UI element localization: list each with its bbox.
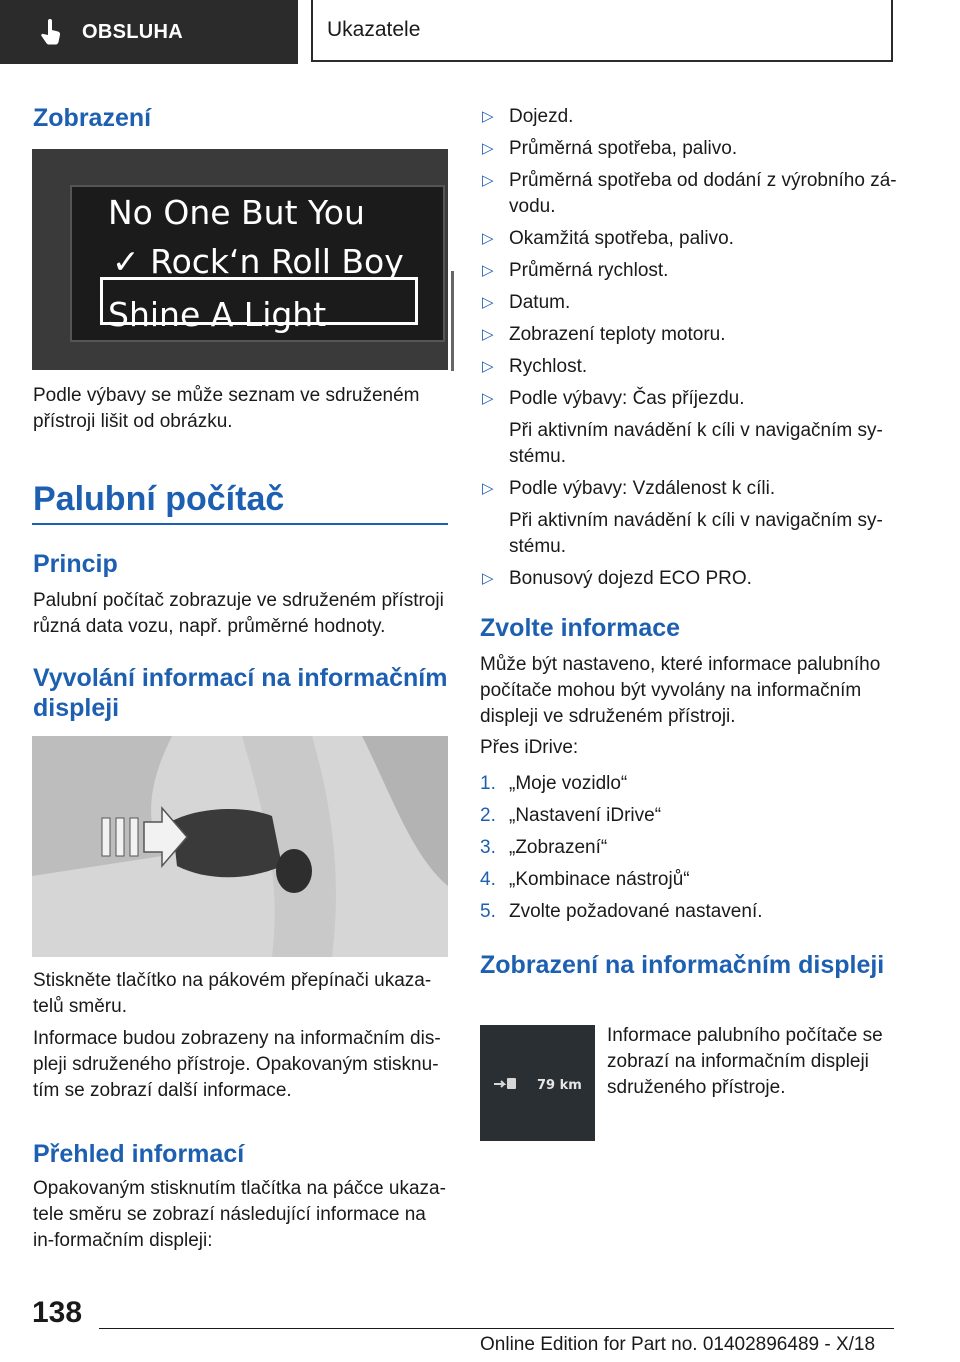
heading-prehled: Přehled informací [33,1140,245,1168]
bullet-triangle-icon: ▷ [482,140,494,157]
bullet-item [480,168,929,220]
hand-pointer-icon [40,19,62,45]
bullet-text: Okamžitá spotřeba, palivo. [509,228,734,249]
footer-rule [99,1328,894,1329]
paragraph-zobrazeni-displej: Informace palubního počítače se zobrazí na informačním displeji sdruženého přístroje. [607,1025,883,1098]
bullet-text: Datum. [509,292,571,313]
bullet-triangle-icon: ▷ [482,480,494,497]
step-number: 2. [480,805,496,826]
turn-signal-stalk-illustration [32,736,448,957]
bullet-item [480,476,929,560]
heading-rule [32,523,448,525]
bullet-item [480,290,929,316]
bullet-item [480,226,929,252]
range-display-illustration [480,1025,595,1141]
chapter-tab-label: Ukazatele [327,18,421,41]
scrollbar-track [451,271,454,371]
heading-princip: Princip [33,550,118,578]
bullet-item [480,258,929,284]
step-item [480,835,900,867]
step-item [480,803,900,835]
section-tab [0,0,298,64]
bullet-triangle-icon: ▷ [482,294,494,311]
bullet-text: Podle výbavy: Čas příjezdu. [509,388,745,409]
bullet-item [480,566,929,592]
scrollbar-thumb [450,234,456,270]
step-text: „Nastavení iDrive“ [509,805,662,826]
fuel-pump-icon [507,1078,516,1089]
bullet-triangle-icon: ▷ [482,108,494,125]
bullet-item [480,136,929,162]
list-item-selected-label: Rock‘n Roll Boy [150,242,404,281]
bullet-text: Průměrná spotřeba, palivo. [509,138,738,159]
paragraph-princip: Palubní počítač zobrazuje ve sdruženém přístroji různá data vozu, např. průměrné hodnoty. [33,590,444,637]
steps-list [480,771,900,931]
list-item: Shine A Light [108,295,327,334]
step-number: 1. [480,773,496,794]
bullet-triangle-icon: ▷ [482,390,494,407]
bullet-text: Bonusový dojezd ECO PRO. [509,568,752,589]
step-text: „Kombinace nástrojů“ [509,869,690,890]
step-item [480,771,900,803]
paragraph-stisknete: Stiskněte tlačítko na pákovém přepínači ukaza-telů směru. [33,970,432,1017]
range-value: 79 km [537,1078,582,1093]
song-list-illustration [32,149,448,370]
stalk-drawing [32,736,448,957]
bullet-item [480,354,929,380]
paragraph-informace: Informace budou zobrazeny na informačním dis-pleji sdruženého přístroje. Opakovaným stisknu-tím se zobrazí další informace. [33,1028,441,1101]
bullet-text: Podle výbavy: Vzdálenost k cíli. [509,478,776,499]
instrument-display [70,185,445,342]
paragraph-vybava: Podle výbavy se může seznam ve sdruženém přístroji lišit od obrázku. [33,385,420,432]
bullet-triangle-icon: ▷ [482,230,494,247]
paragraph-pres-idrive: Přes iDrive: [480,737,579,758]
bullet-text: Průměrná rychlost. [509,260,669,281]
bullet-text: Průměrná spotřeba od dodání z výrobního zá-vodu. [509,170,897,217]
bullet-text: Rychlost. [509,356,588,377]
heading-vyvolani: Vyvolání informací na informačním displeji [33,664,448,722]
step-number: 4. [480,869,496,890]
step-text: „Zobrazení“ [509,837,608,858]
bullet-subtext: Při aktivním navádění k cíli v navigačním sy-stému. [509,510,883,557]
section-tab-label: OBSLUHA [82,20,183,43]
heading-zobrazeni: Zobrazení [33,104,152,132]
heading-zobrazeni-displej: Zobrazení na informačním displeji [480,951,885,979]
bullet-subtext: Při aktivním navádění k cíli v navigačním sy-stému. [509,420,883,467]
list-item: No One But You [108,193,365,232]
bullet-triangle-icon: ▷ [482,262,494,279]
chapter-tab [311,0,893,62]
range-display-drawing [480,1025,595,1141]
heading-palubni-pocitac: Palubní počítač [33,480,285,518]
step-item [480,899,900,931]
bullet-text: Zobrazení teploty motoru. [509,324,726,345]
bullet-item [480,322,929,348]
bullet-item [480,386,929,470]
step-text: „Moje vozidlo“ [509,773,628,794]
bullet-triangle-icon: ▷ [482,570,494,587]
bullet-item [480,104,929,130]
heading-zvolte: Zvolte informace [480,614,681,642]
paragraph-zvolte: Může být nastaveno, které informace palubního počítače mohou být vyvolány na informačním displeji ve sdruženém přístroji. [480,654,881,727]
list-item-selected [112,242,483,281]
paragraph-prehled: Opakovaným stisknutím tlačítka na páčce ukaza-tele směru se zobrazí následující informace na in-formačním displeji: [33,1178,446,1251]
step-number: 5. [480,901,496,922]
bullet-triangle-icon: ▷ [482,358,494,375]
bullet-text: Dojezd. [509,106,574,127]
page-header [0,0,960,66]
edition-note: Online Edition for Part no. 01402896489 - X/18 [480,1334,876,1355]
checkmark-icon: ✓ [112,242,140,281]
bullet-triangle-icon: ▷ [482,326,494,343]
step-number: 3. [480,837,496,858]
step-text: Zvolte požadované nastavení. [509,901,763,922]
step-item [480,867,900,899]
page-number: 138 [32,1296,83,1329]
bullet-triangle-icon: ▷ [482,172,494,189]
